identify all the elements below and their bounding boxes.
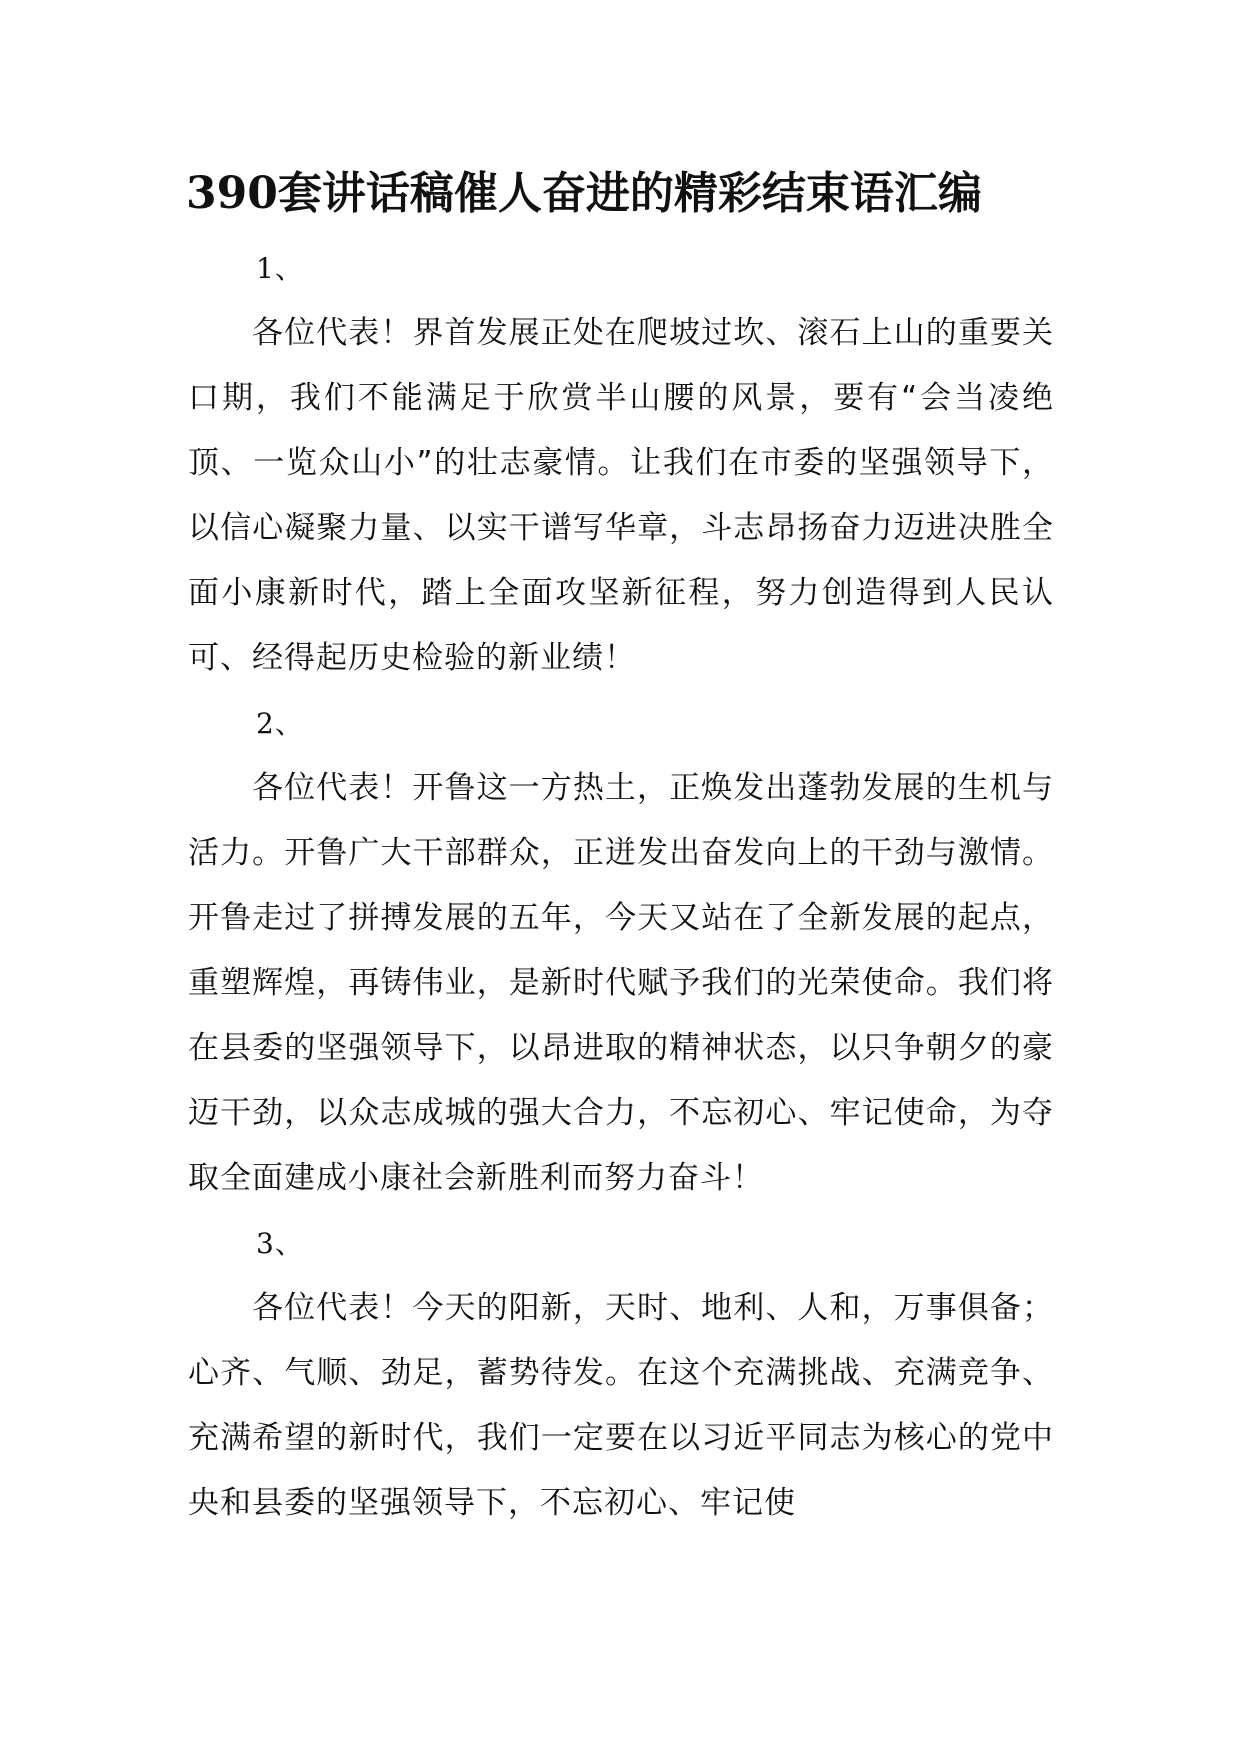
section-3-paragraph: 各位代表！今天的阳新，天时、地利、人和，万事俱备；心齐、气顺、劲足，蓄势待发。在这个充满挑战、充满竞争、充满希望的新时代，我们一定要在以习近平同志为核心的党中央和县委的坚强领导下，不忘初心、牢记使 [188, 1290, 1054, 1521]
section-2-paragraph: 各位代表！开鲁这一方热土，正焕发出蓬勃发展的生机与活力。开鲁广大干部群众，正迸发出奋发向上的干劲与激情。开鲁走过了拼搏发展的五年，今天又站在了全新发展的起点，重塑辉煌，再铸伟业，是新时代赋予我们的光荣使命。我们将在县委的坚强领导下，以昂进取的精神状态，以只争朝夕的豪迈干劲，以众志成城的强大合力，不忘初心、牢记使命，为夺取全面建成小康社会新胜利而努力奋斗！ [188, 770, 1054, 1196]
section-2-number: 2、 [256, 707, 304, 740]
section-3-number: 3、 [256, 1227, 304, 1260]
document-body [188, 236, 1054, 1536]
section-1-paragraph: 各位代表！界首发展正处在爬坡过坎、滚石上山的重要关口期，我们不能满足于欣赏半山腰的风景，要有“会当凌绝顶、一览众山小”的壮志豪情。让我们在市委的坚强领导下，以信心凝聚力量、以实干谱写华章，斗志昂扬奋力迈进决胜全面小康新时代，踏上全面攻坚新征程，努力创造得到人民认可、经得起历史检验的新业绩！ [188, 315, 1054, 676]
section-1-number: 1、 [256, 252, 304, 285]
document-title: 390套讲话稿催人奋进的精彩结束语汇编 [186, 168, 982, 219]
